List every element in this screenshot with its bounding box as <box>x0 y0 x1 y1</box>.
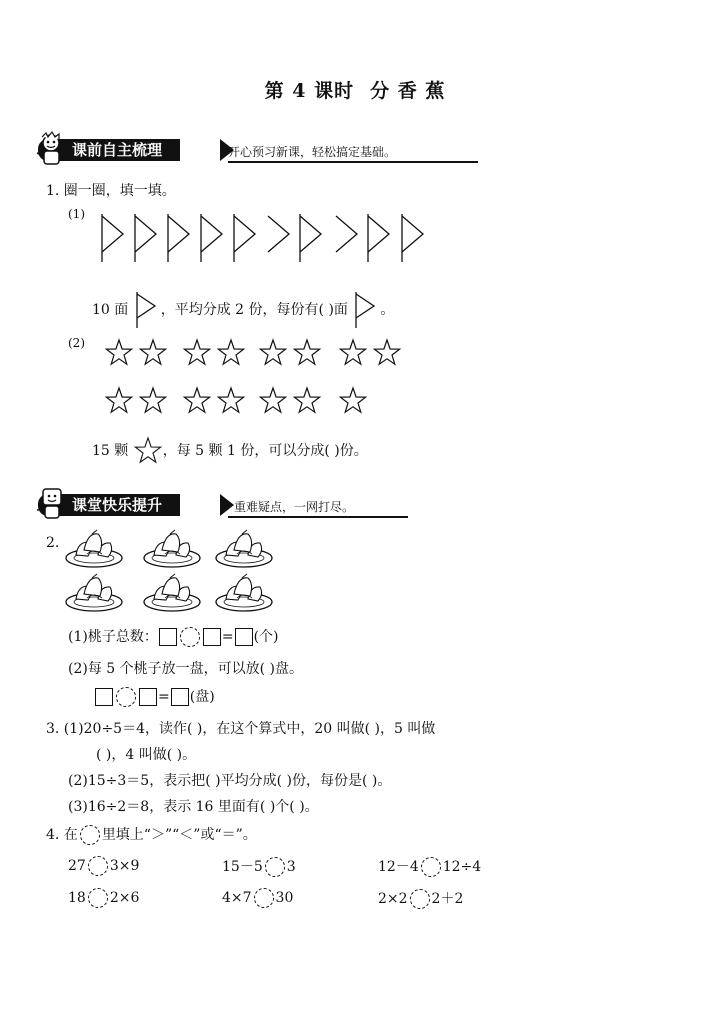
compare-circle[interactable] <box>410 889 430 909</box>
flag-icon <box>168 214 189 262</box>
q4-stem: 4. 在 里填上“＞”“＜”或“＝”。 <box>46 827 257 843</box>
q3-line4: (3)16÷2＝8，表示 16 里面有( )个( )。 <box>68 799 319 815</box>
peach-plate-icon <box>216 530 272 567</box>
star-icon <box>184 340 209 364</box>
compare-item: 27 3×9 <box>68 858 140 874</box>
q3-line1: 3. (1)20÷5＝4，读作( )，在这个算式中，20 叫做( )，5 叫做 <box>46 721 436 737</box>
flag-icon <box>402 214 423 262</box>
star-icon <box>260 340 285 364</box>
lesson-topic: 分 香 蕉 <box>370 80 446 102</box>
star-icon <box>294 340 319 364</box>
q1-part2-sentence: 15 颗 ，每 5 颗 1 份，可以分成( )份。 <box>92 438 368 464</box>
section-slogan: 重难疑点，一网打尽。 <box>234 500 355 514</box>
star-icon <box>340 388 365 412</box>
q1-part2-label: (2) <box>68 336 85 350</box>
mascot-icon <box>34 131 70 167</box>
peach-plates <box>64 528 284 618</box>
operator-circle[interactable] <box>116 687 136 707</box>
compare-circle-icon <box>80 825 100 845</box>
compare-circle[interactable] <box>265 857 285 877</box>
flag-icon <box>135 292 159 328</box>
peach-plate-icon <box>216 574 272 611</box>
section-label: 课前自主梳理 <box>38 139 180 161</box>
flag-icon <box>336 216 357 252</box>
q3-line2: ( )，4 叫做( )。 <box>96 747 197 763</box>
q1-part1-sentence: 10 面 ，平均分成 2 份，每份有( )面 。 <box>92 292 394 328</box>
flag-icon <box>268 216 289 252</box>
section-label: 课堂快乐提升 <box>38 494 180 516</box>
peach-plate-icon <box>144 574 200 611</box>
section-banner-preview <box>38 135 438 165</box>
page-title <box>0 76 710 103</box>
star-icon <box>260 388 285 412</box>
star-grid <box>100 338 420 418</box>
question-1-stem: 1. 圈一圈，填一填。 <box>46 183 176 199</box>
q1-part1-label: (1) <box>68 207 85 221</box>
star-icon <box>294 388 319 412</box>
answer-box[interactable] <box>139 688 157 706</box>
peach-plate-icon <box>144 530 200 567</box>
flag-icon <box>201 214 222 262</box>
flag-icon <box>102 214 123 262</box>
mascot-icon <box>34 486 70 522</box>
q2-line1: (1)桃子总数： = (个) <box>68 629 279 645</box>
compare-item: 2×2 2＋2 <box>378 891 464 907</box>
operator-circle[interactable] <box>180 627 200 647</box>
q3-line3: (2)15÷3＝5，表示把( )平均分成( )份，每份是( )。 <box>68 773 392 789</box>
q2-line2: (2)每 5 个桃子放一盘，可以放( )盘。 <box>68 661 304 677</box>
star-icon <box>184 388 209 412</box>
q2-line3: = (盘) <box>94 686 215 707</box>
star-icon <box>340 340 365 364</box>
answer-box[interactable] <box>203 628 221 646</box>
section-slogan: 开心预习新课，轻松搞定基础。 <box>228 145 397 159</box>
star-icon <box>374 340 399 364</box>
star-icon <box>135 438 161 464</box>
answer-box[interactable] <box>159 628 177 646</box>
flag-icon <box>368 214 389 262</box>
question-2-number: 2. <box>46 535 60 551</box>
star-icon <box>218 340 243 364</box>
compare-circle[interactable] <box>421 857 441 877</box>
lesson-number: 第 4 课时 <box>264 80 355 102</box>
flag-icon <box>300 214 321 262</box>
banner-underline <box>228 516 408 518</box>
star-icon <box>218 388 243 412</box>
compare-item: 12－4 12÷4 <box>378 859 482 875</box>
star-icon <box>106 340 131 364</box>
compare-item: 4×7 30 <box>222 890 294 906</box>
banner-arrow-icon <box>220 494 234 516</box>
section-banner-classroom <box>38 490 378 520</box>
flag-row <box>100 212 440 264</box>
star-icon <box>140 388 165 412</box>
banner-underline <box>228 161 478 163</box>
compare-item: 18 2×6 <box>68 890 140 906</box>
flag-icon <box>135 214 156 262</box>
star-icon <box>106 388 131 412</box>
star-icon <box>140 340 165 364</box>
answer-box[interactable] <box>235 628 253 646</box>
answer-box[interactable] <box>95 688 113 706</box>
peach-plate-icon <box>66 530 122 567</box>
peach-plate-icon <box>66 574 122 611</box>
flag-icon <box>234 214 255 262</box>
answer-box[interactable] <box>171 688 189 706</box>
compare-circle[interactable] <box>88 856 108 876</box>
compare-item: 15－5 3 <box>222 859 296 875</box>
flag-icon <box>354 292 378 328</box>
compare-circle[interactable] <box>88 888 108 908</box>
compare-circle[interactable] <box>254 888 274 908</box>
